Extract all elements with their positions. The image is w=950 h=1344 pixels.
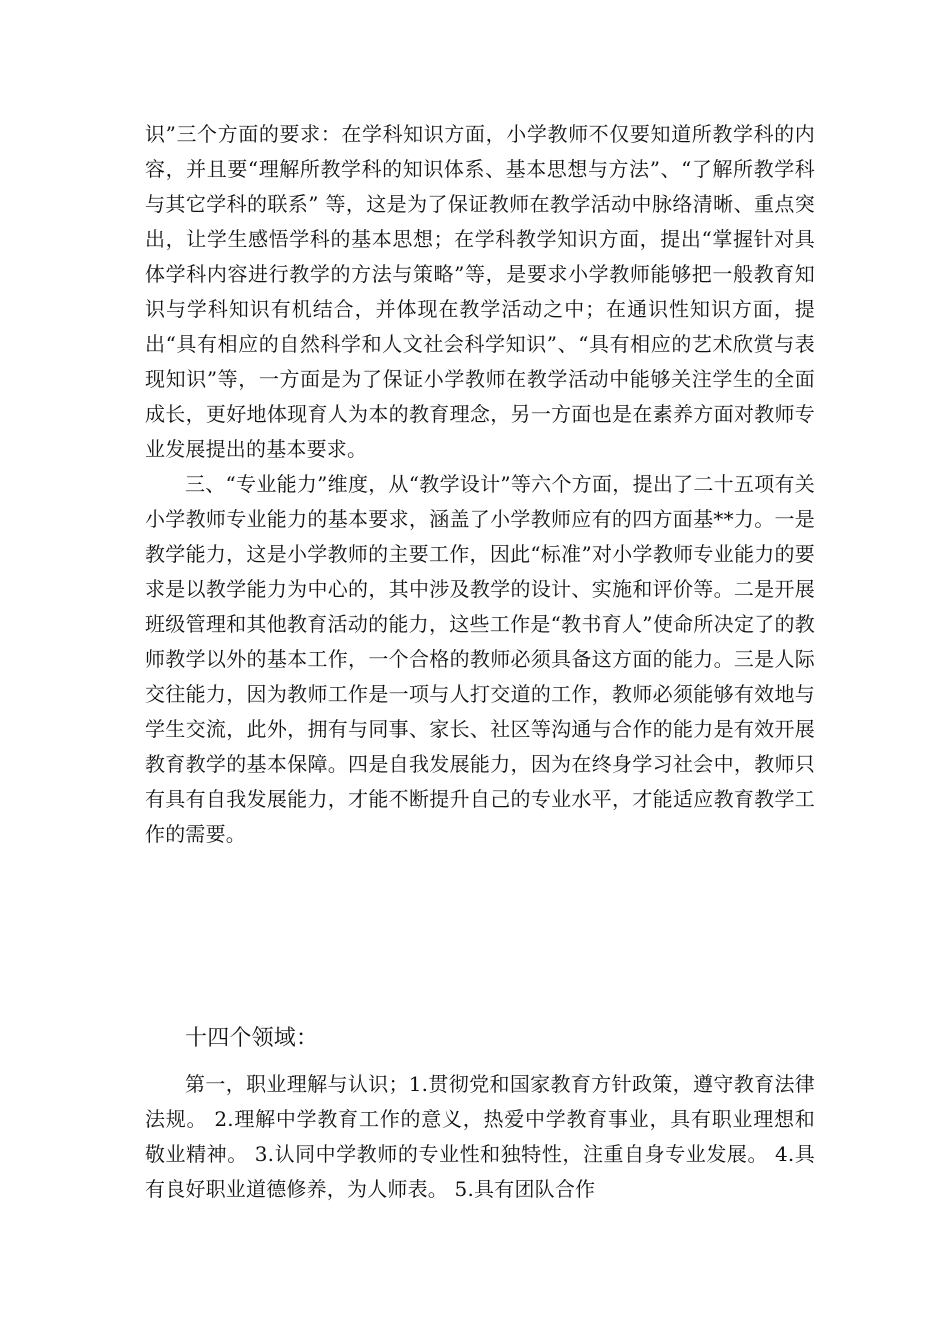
paragraph-professional-ability: 三、“专业能力”维度，从“教学设计”等六个方面，提出了二十五项有关小学教师专业能力的基本要求，涵盖了小学教师应有的四方面基**力。一是教学能力，这是小学教师的主要工作，因此“标准”对小学教师专业能力的要求是以教学能力为中心的，其中涉及教学的设计、实施和评价等。二是开展班级管理和其他教育活动的能力，这些工作是“教书育人”使命所决定了的教师教学以外的基本工作，一个合格的教师必须具备这方面的能力。三是人际交往能力，因为教师工作是一项与人打交道的工作，教师必须能够有效地与学生交流，此外，拥有与同事、家长、社区等沟通与合作的能力是有效开展教育教学的基本保障。四是自我发展能力，因为在终身学习社会中，教师只有具有自我发展能力，才能不断提升自己的专业水平，才能适应教育教学工作的需要。 [145, 472, 815, 846]
domain-list-text [145, 1067, 815, 1207]
section-heading-wrapper [145, 1019, 815, 1059]
paragraph-knowledge-continued: 识”三个方面的要求：在学科知识方面，小学教师不仅要知道所教学科的内容，并且要“理解所教学科的知识体系、基本思想与方法”、“了解所教学科与其它学科的联系” 等，这是为了保证教师在教学活动中脉络清晰、重点突出，让学生感悟学科的基本思想；在学科教学知识方面，提出“掌握针对具体学科内容进行教学的方法与策略”等，是要求小学教师能够把一般教育知识与学科知识有机结合，并体现在教学活动之中；在通识性知识方面，提出“具有相应的自然科学和人文社会科学知识”、“具有相应的艺术欣赏与表现知识”等，一方面是为了保证小学教师在教学活动中能够关注学生的全面成长，更好地体现育人为本的教育理念，另一方面也是在素养方面对教师专业发展提出的基本要求。 [145, 122, 815, 461]
paragraph-first-domain: 第一，职业理解与认识；1.贯彻党和国家教育方针政策，遵守教育法律法规。 2.理解中学教育工作的意义，热爱中学教育事业，具有职业理想和敬业精神。 3.认同中学教师的专业性和独特性，注重自身专业发展。 4.具有良好职业道德修养，为人师表。 5.具有团队合作 [145, 1072, 815, 1201]
section-heading: 十四个领域： [185, 1026, 319, 1051]
body-text [145, 117, 815, 852]
